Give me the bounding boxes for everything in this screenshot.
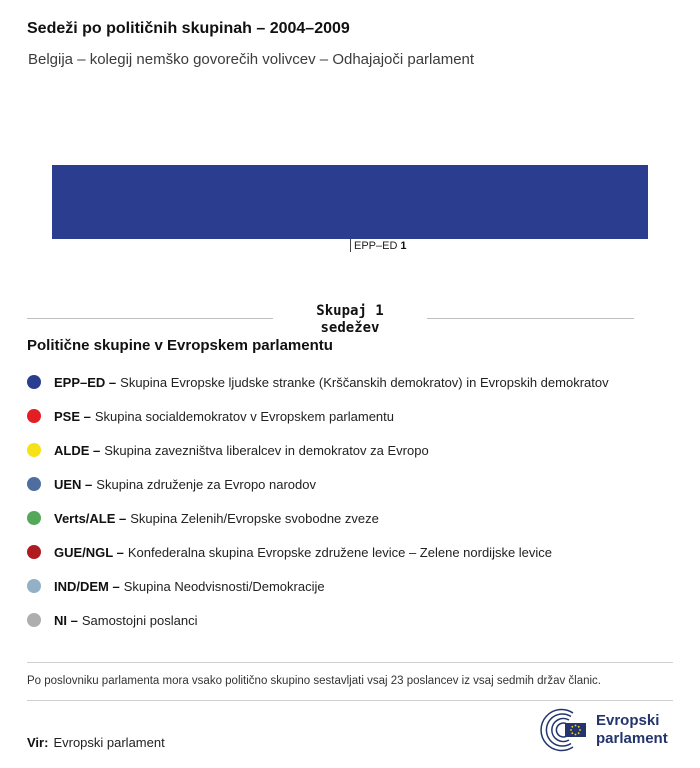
legend-label [54,375,609,390]
source [27,735,165,750]
legend-item-ni [27,603,673,637]
legend-item-ind-dem [27,569,673,603]
legend-desc: Skupina Zelenih/Evropske svobodne zveze [130,510,379,526]
tick-mark [350,239,351,252]
ep-logo-mark [528,708,590,752]
total-seats-word: sedežev [320,320,380,336]
total-seats [275,303,425,337]
total-divider-left [27,318,273,319]
ep-logo-line2: parlament [596,730,668,747]
bar-group-name: EPP–ED [354,240,398,252]
source-label: Vir: [27,735,49,750]
ep-logo [528,708,668,752]
legend-label [54,579,325,594]
total-divider-right [427,318,634,319]
legend-abbr: Verts/ALE – [54,510,127,526]
legend-label [54,613,197,628]
legend-color-dot [27,477,41,491]
divider-bottom [27,700,673,701]
legend-abbr: IND/DEM – [54,578,120,594]
legend-desc: Konfederalna skupina Evropske združene levice – Zelene nordijske levice [127,544,553,560]
page-subtitle: Belgija – kolegij nemško govorečih volivcev – Odhajajoči parlament [28,51,475,68]
legend-abbr: EPP–ED – [54,374,117,390]
legend-desc: Skupina združenje za Evropo narodov [96,476,316,492]
legend-desc: Skupina Neodvisnosti/Demokracije [123,578,325,594]
legend-item-alde [27,433,673,467]
source-value: Evropski parlament [53,735,165,750]
total-seats-count: Skupaj 1 [316,303,384,319]
legend-abbr: PSE – [54,408,91,424]
ep-logo-text [596,712,668,748]
legend-label [54,545,552,560]
legend-item-gue-ngl [27,535,673,569]
legend-desc: Skupina Evropske ljudske stranke (Krščanskih demokratov) in Evropskih demokratov [120,374,609,390]
legend-heading: Politične skupine v Evropskem parlamentu [27,337,333,354]
bar-group-value: 1 [400,240,407,252]
legend-desc: Skupina socialdemokratov v Evropskem parlamentu [94,408,394,424]
legend-color-dot [27,375,41,389]
bar-segment [52,165,648,239]
legend-item-pse [27,399,673,433]
bar-axis [52,239,648,255]
legend-label [54,477,316,492]
legend-item-epp-ed [27,365,673,399]
legend-color-dot [27,443,41,457]
seat-bar [52,165,648,239]
legend-color-dot [27,511,41,525]
legend-desc: Skupina zavezništva liberalcev in demokratov za Evropo [104,442,429,458]
legend-desc: Samostojni poslanci [81,612,198,628]
legend-abbr: GUE/NGL – [54,544,124,560]
ep-logo-line1: Evropski [596,712,660,729]
legend-color-dot [27,545,41,559]
footnote: Po poslovniku parlamenta mora vsako politično skupino sestavljati vsaj 23 poslancev iz vsaj sedmih držav članic. [27,675,602,687]
page-title: Sedeži po političnih skupinah – 2004–2009 [27,20,350,37]
legend-color-dot [27,613,41,627]
bar-tick-label [354,240,407,252]
legend-item-uen [27,467,673,501]
legend-abbr: ALDE – [54,442,101,458]
divider-top [27,662,673,663]
legend-item-verts-ale [27,501,673,535]
legend [27,365,673,637]
legend-color-dot [27,409,41,423]
legend-label [54,409,394,424]
legend-label [54,443,429,458]
legend-abbr: UEN – [54,476,93,492]
legend-label [54,511,379,526]
legend-color-dot [27,579,41,593]
legend-abbr: NI – [54,612,78,628]
